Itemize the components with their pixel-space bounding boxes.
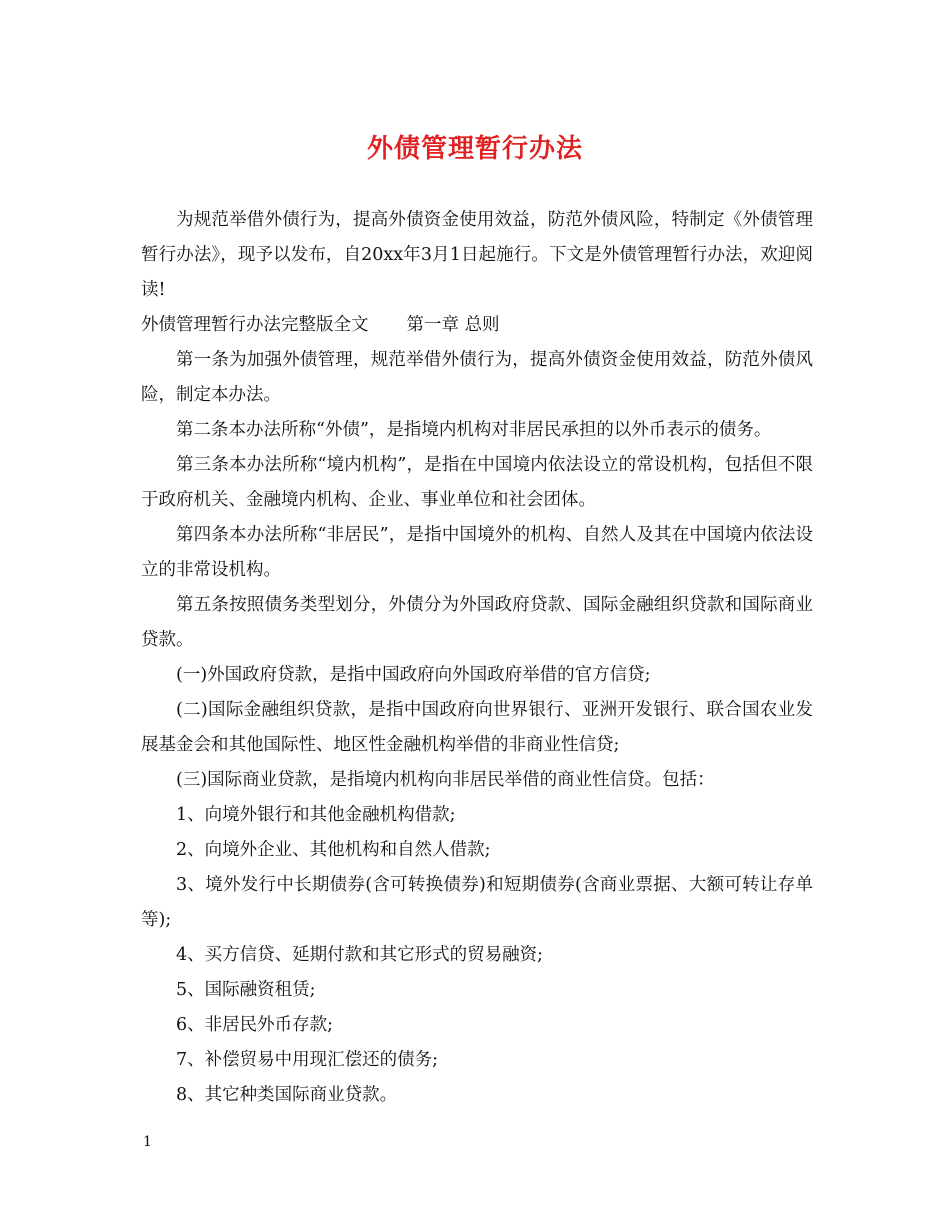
article-1: 第一条为加强外债管理，规范举借外债行为，提高外债资金使用效益，防范外债风险，制定本办法。 <box>141 350 813 405</box>
list-item-1: 1、向境外银行和其他金融机构借款; <box>176 805 456 825</box>
chapter-heading: 第一章 总则 <box>406 315 500 335</box>
document-body <box>141 203 813 1113</box>
list-item-2: 2、向境外企业、其他机构和自然人借款; <box>176 840 491 860</box>
list-item-6: 6、非居民外币存款; <box>176 1015 334 1035</box>
article-3: 第三条本办法所称“境内机构”，是指在中国境内依法设立的常设机构，包括但不限于政府机关、金融境内机构、企业、事业单位和社会团体。 <box>141 455 813 510</box>
article-2: 第二条本办法所称“外债”，是指境内机构对非居民承担的以外币表示的债务。 <box>176 420 772 440</box>
page-number: 1 <box>143 1134 152 1150</box>
list-item-8: 8、其它种类国际商业贷款。 <box>176 1085 398 1105</box>
article-4: 第四条本办法所称“非居民”，是指中国境外的机构、自然人及其在中国境内依法设立的非常设机构。 <box>141 525 813 580</box>
list-item-3: 3、境外发行中长期债券(含可转换债券)和短期债券(含商业票据、大额可转让存单等); <box>141 875 813 930</box>
clause-1: (一)外国政府贷款，是指中国政府向外国政府举借的官方信贷; <box>176 665 651 685</box>
article-5: 第五条按照债务类型划分，外债分为外国政府贷款、国际金融组织贷款和国际商业贷款。 <box>141 595 813 650</box>
full-text-label: 外债管理暂行办法完整版全文 <box>141 315 369 335</box>
clause-2: (二)国际金融组织贷款，是指中国政府向世界银行、亚洲开发银行、联合国农业发展基金会和其他国际性、地区性金融机构举借的非商业性信贷; <box>141 700 813 755</box>
intro-paragraph: 为规范举借外债行为，提高外债资金使用效益，防范外债风险，特制定《外债管理暂行办法》，现予以发布，自20xx年3月1日起施行。下文是外债管理暂行办法，欢迎阅读! <box>141 210 813 300</box>
clause-3: (三)国际商业贷款，是指境内机构向非居民举借的商业性信贷。包括： <box>176 770 715 790</box>
list-item-5: 5、国际融资租赁; <box>176 980 316 1000</box>
list-item-4: 4、买方信贷、延期付款和其它形式的贸易融资; <box>176 945 544 965</box>
section-heading-line <box>141 308 813 343</box>
list-item-7: 7、补偿贸易中用现汇偿还的债务; <box>176 1050 439 1070</box>
document-title: 外债管理暂行办法 <box>366 134 583 164</box>
